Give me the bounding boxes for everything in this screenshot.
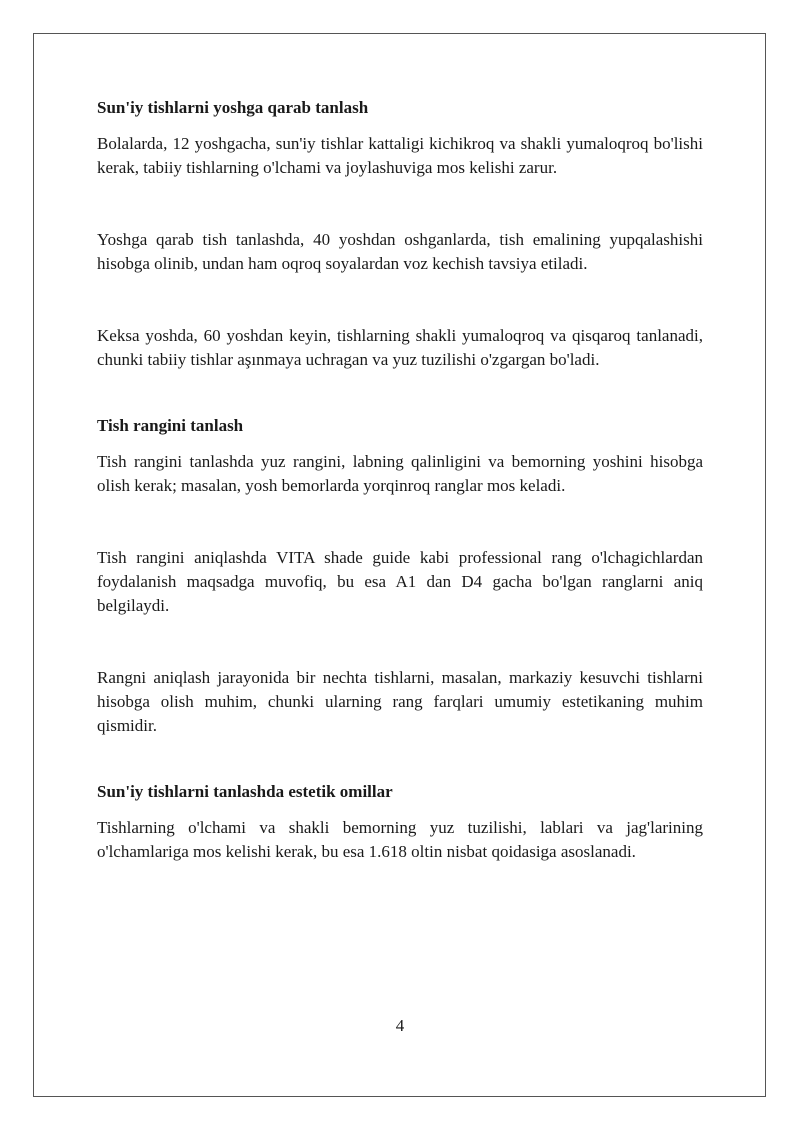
- paragraph: Yoshga qarab tish tanlashda, 40 yoshdan oshganlarda, tish emalining yupqalashishi hisobga olinib, undan ham oqroq soyalardan voz kechish tavsiya etiladi.: [97, 230, 703, 273]
- page-number: 4: [395, 1016, 405, 1035]
- paragraph: Tish rangini aniqlashda VITA shade guide kabi professional rang o'lchagichlardan foydalanish maqsadga muvofiq, bu esa A1 dan D4 gacha bo'lgan ranglarni aniq belgilaydi.: [97, 548, 703, 615]
- paragraph: Keksa yoshda, 60 yoshdan keyin, tishlarning shakli yumaloqroq va qisqaroq tanlanadi, chunki tabiiy tishlar aşınmaya uchragan va yuz tuzilishi o'zgargan bo'ladi.: [97, 326, 703, 369]
- paragraph: Bolalarda, 12 yoshgacha, sun'iy tishlar kattaligi kichikroq va shakli yumaloqroq bo'lishi kerak, tabiiy tishlarning o'lchami va joylashuviga mos kelishi zarur.: [97, 134, 703, 177]
- paragraph: Tishlarning o'lchami va shakli bemorning yuz tuzilishi, lablari va jag'larining o'lchamlariga mos kelishi kerak, bu esa 1.618 oltin nisbat qoidasiga asoslanadi.: [97, 818, 703, 861]
- section-heading: Tish rangini tanlash: [97, 416, 244, 435]
- document-body: [97, 96, 703, 864]
- paragraph: Rangni aniqlash jarayonida bir nechta tishlarni, masalan, markaziy kesuvchi tishlarni hisobga olish muhim, chunki ularning rang farqlari umumiy estetikaning muhim qismidir.: [97, 668, 703, 735]
- section-heading: Sun'iy tishlarni tanlashda estetik omillar: [97, 782, 393, 801]
- section-age-selection: [97, 96, 703, 372]
- section-aesthetic-factors: [97, 780, 703, 864]
- section-heading: Sun'iy tishlarni yoshga qarab tanlash: [97, 98, 369, 117]
- paragraph: Tish rangini tanlashda yuz rangini, labning qalinligini va bemorning yoshini hisobga olish kerak; masalan, yosh bemorlarda yorqinroq ranglar mos keladi.: [97, 452, 703, 495]
- section-color-selection: [97, 414, 703, 738]
